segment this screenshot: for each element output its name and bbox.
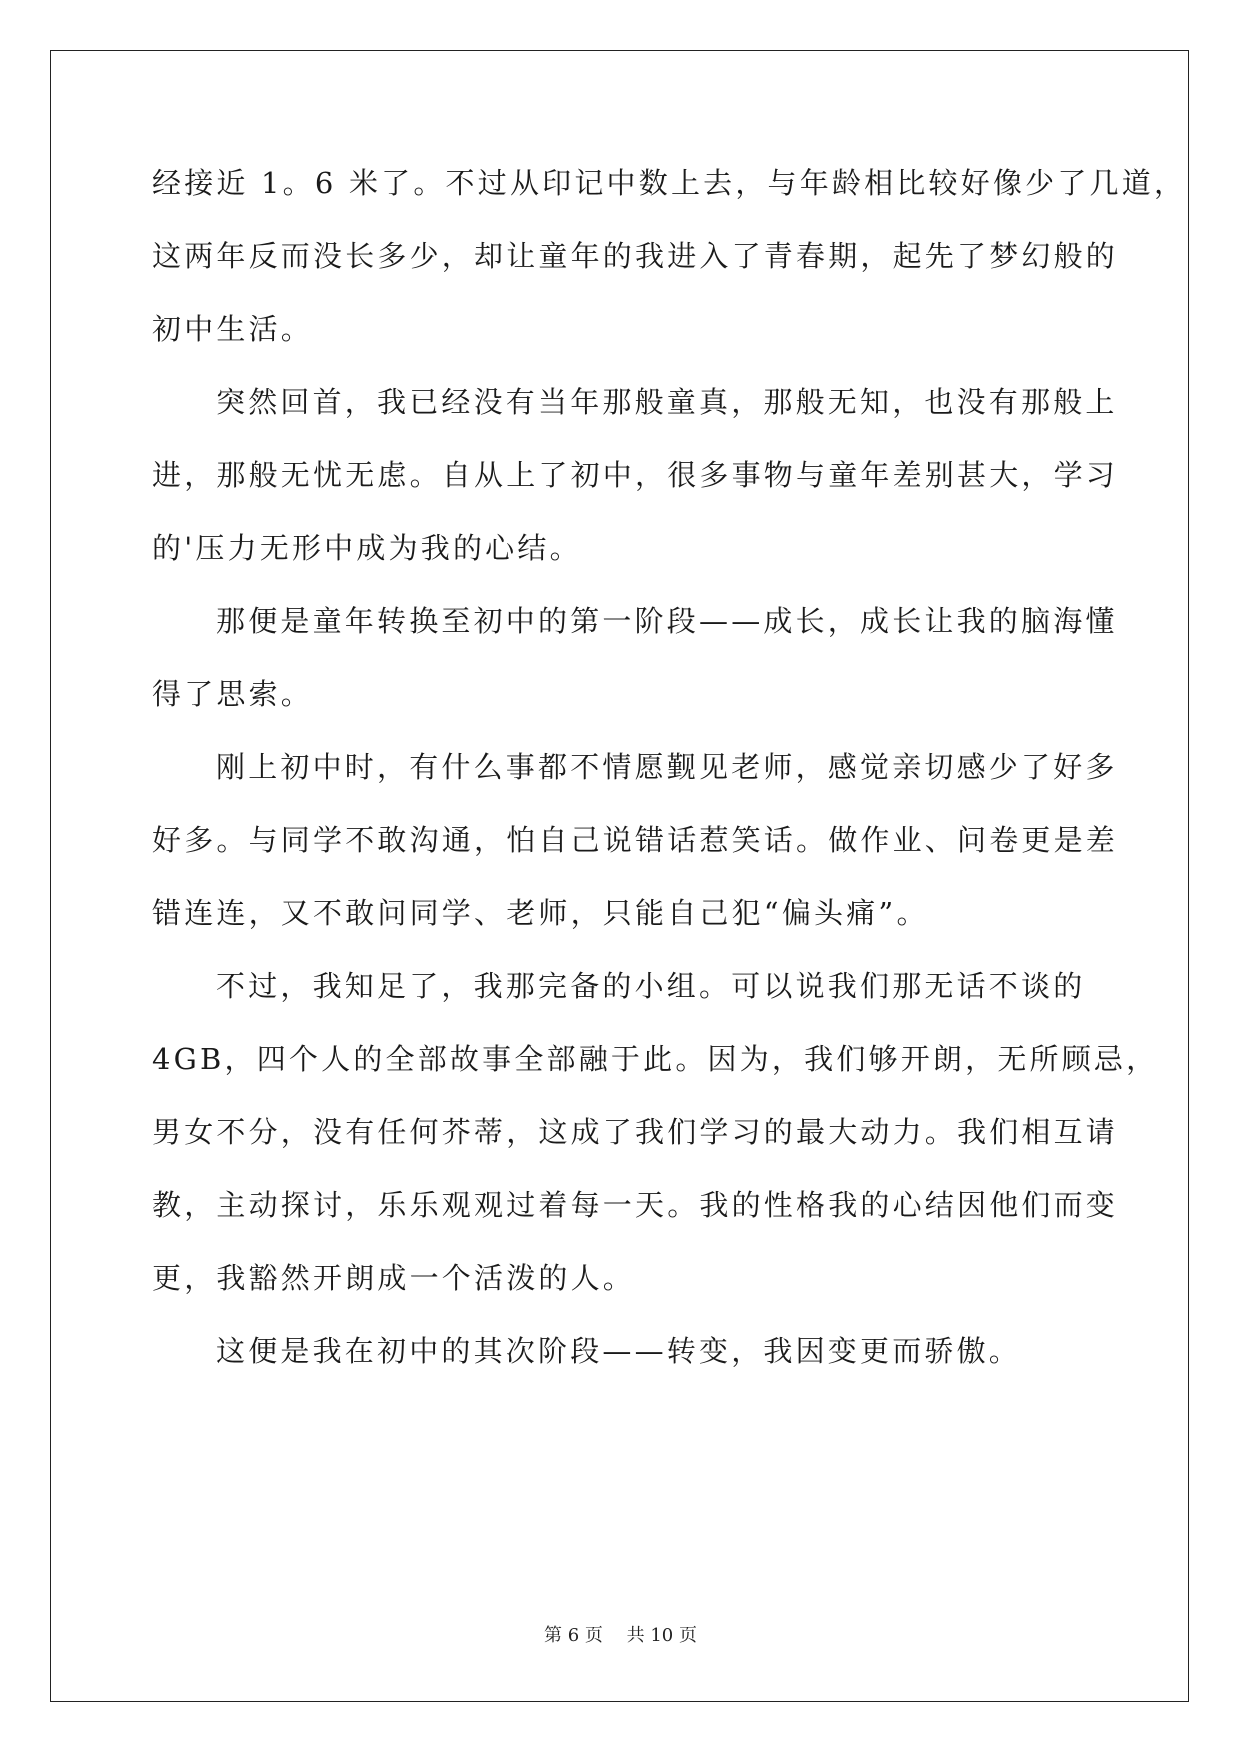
paragraph-first-line: 突然回首，我已经没有当年那般童真，那般无知，也没有那般上: [216, 385, 1118, 419]
text-line: 错连连，又不敢问同学、老师，只能自己犯“偏头痛”。: [152, 896, 929, 930]
text-line: 好多。与同学不敢沟通，怕自己说错话惹笑话。做作业、问卷更是差: [152, 823, 1119, 857]
text-line: 的'压力无形中成为我的心结。: [152, 531, 582, 565]
text-line: 更，我豁然开朗成一个活泼的人。: [152, 1261, 636, 1295]
paragraph-first-line: 那便是童年转换至初中的第一阶段——成长，成长让我的脑海懂: [216, 604, 1118, 638]
paragraph-first-line: 这便是我在初中的其次阶段——转变，我因变更而骄傲。: [216, 1334, 1022, 1368]
text-line: 得了思索。: [152, 677, 314, 711]
text-line: 这两年反而没长多少，却让童年的我进入了青春期，起先了梦幻般的: [152, 239, 1119, 273]
text-line: 经接近 1。6 米了。不过从印记中数上去，与年龄相比较好像少了几道，: [152, 166, 1187, 200]
paragraph-first-line: 不过，我知足了，我那完备的小组。可以说我们那无话不谈的: [216, 969, 1086, 1003]
text-line: 进，那般无忧无虑。自从上了初中，很多事物与童年差别甚大，学习: [152, 458, 1119, 492]
text-line: 男女不分，没有任何芥蒂，这成了我们学习的最大动力。我们相互请: [152, 1115, 1119, 1149]
page-border: [50, 50, 1189, 1702]
text-line: 初中生活。: [152, 312, 314, 346]
text-line: 4GB，四个人的全部故事全部融于此。因为，我们够开朗，无所顾忌，: [152, 1042, 1159, 1076]
text-line: 教，主动探讨，乐乐观观过着每一天。我的性格我的心结因他们而变: [152, 1188, 1119, 1222]
page-number-footer: 第 6 页 共 10 页: [544, 1625, 697, 1646]
paragraph-first-line: 刚上初中时，有什么事都不情愿觐见老师，感觉亲切感少了好多: [216, 750, 1118, 784]
